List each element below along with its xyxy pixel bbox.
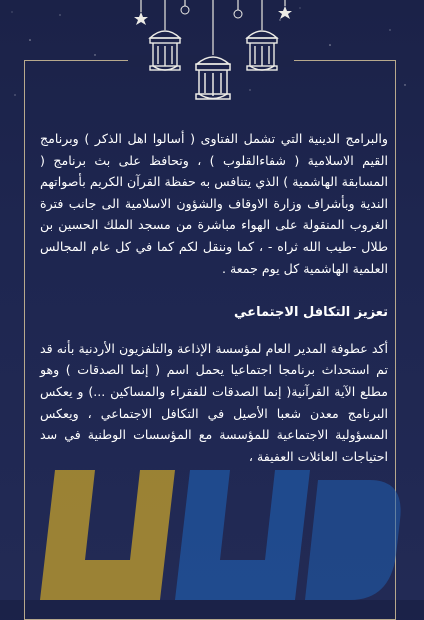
lantern-icon <box>196 57 230 99</box>
lantern-decoration <box>0 0 424 120</box>
article-paragraph-2: أكد عطوفة المدير العام لمؤسسة الإذاعة والتلفزيون الأردنية بأنه قد تم استحداث برنامجا اجتماعيا يحمل اسم ( إنما الصدقات ) وهو مطلع الآية القرآنية( إنما الصدقات للفقراء والمساكين ...) و يعكس البرنامج معدن شعبا الأصيل في التكافل الاجتماعي ، ويعكس المسؤولية الاجتماعية للمؤسسة مع المؤسسات الوطنية في سد احتياجات العائلات العفيفة ، <box>40 340 388 464</box>
section-heading: تعزيز التكافل الاجتماعي <box>234 305 388 321</box>
article-paragraph-1: والبرامج الدينية التي تشمل الفتاوى ( أسالوا اهل الذكر ) وبرنامج القيم الاسلامية ( شفاءالقلوب ) ، وتحافظ على بث برنامج ( المسابقة الهاشمية ) الذي يتنافس به حفظة القرآن الكريم بأصواتهم الندية وبأشراف وزارة الاوقاف والشؤون الاسلامية الى جانب فترة الغروب المنقولة على الهواء مباشرة من مسجد الملك الحسين بن طلال -طيب الله ثراه - ، كما وننقل لكم كما في كل عام المجالس العلمية الهاشمية كل يوم جمعة . <box>40 131 388 276</box>
lantern-icon <box>247 31 277 70</box>
lantern-icon <box>150 31 180 70</box>
article-content <box>40 128 388 467</box>
